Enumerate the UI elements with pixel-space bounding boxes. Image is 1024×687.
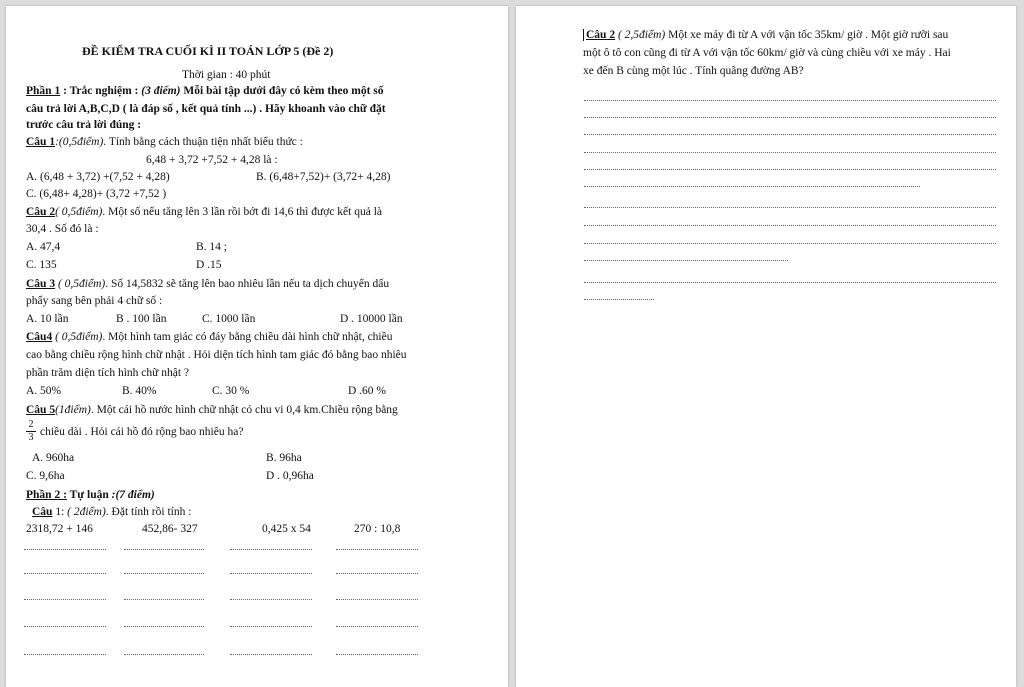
q3-label: Câu 3 [26,278,56,290]
answer-line [230,599,312,600]
answer-line [24,626,106,627]
q1-line: Câu 1:(0,5điểm). Tính bằng cách thuận tiện nhất biểu thức : [26,136,303,148]
q1-expression: 6,48 + 3,72 +7,52 + 4,28 là : [146,154,278,166]
q4-option-d[interactable]: D .60 % [348,385,387,397]
q5-line: Câu 5(1điểm). Một cái hồ nước hình chữ nhật có chu vi 0,4 km.Chiều rộng bằng [26,404,398,416]
answer-line [584,260,788,261]
answer-line [24,654,106,655]
calc-expr-4: 270 : 10,8 [354,523,401,535]
q2-option-a[interactable]: A. 47,4 [26,241,61,253]
q4-line3: phần trăm diện tích hình chữ nhật ? [26,367,190,379]
calc-expr-3: 0,425 x 54 [262,523,311,535]
part2-points: :(7 điểm) [111,489,155,501]
part1-points: (3 điểm) [141,85,181,97]
answer-line [584,299,654,300]
answer-line [230,549,312,550]
part1-line3: trước câu trả lời đúng : [26,119,142,131]
answer-line [124,549,204,550]
q2-option-d[interactable]: D .15 [196,259,222,271]
exam-page-right [516,6,1016,687]
q1-label: Câu 1 [26,136,56,148]
q5-label: Câu 5 [26,404,56,416]
answer-line [336,599,418,600]
q3-option-d[interactable]: D . 10000 lần [340,313,403,325]
q3-line: Câu 3 ( 0,5điểm). Số 14,5832 sẽ tăng lên bao nhiêu lần nếu ta dịch chuyển dấu [26,278,390,290]
answer-line [584,207,996,208]
calc-expr-2: 452,86- 327 [142,523,198,535]
part1-line1: Phần 1 : Trắc nghiệm : (3 điểm) Mỗi bài tập dưới đây có kèm theo một số [26,85,384,97]
answer-line [230,654,312,655]
right-q2-label: Câu 2 [586,29,616,41]
q5-line2: chiều dài . Hỏi cái hồ đó rộng bao nhiêu ha? [40,426,244,438]
answer-line [124,626,204,627]
answer-line [584,100,996,101]
q2-label: Câu 2 [26,206,56,218]
q3-line2: phẩy sang bên phải 4 chữ số : [26,295,163,307]
right-q2-line1: Câu 2 ( 2,5điểm) Một xe máy đi từ A với vận tốc 35km/ giờ . Một giờ rưỡi sau [583,28,948,42]
q2-line: Câu 2( 0,5điểm). Một số nếu tăng lên 3 lần rồi bớt đi 14,6 thì được kết quả là [26,206,382,218]
q5-option-a[interactable]: A. 960ha [32,452,75,464]
answer-line [584,134,996,135]
answer-line [230,626,312,627]
q1-option-a[interactable]: A. (6,48 + 3,72) +(7,52 + 4,28) [26,171,170,183]
answer-line [230,573,312,574]
exam-time: Thời gian : 40 phút [182,69,271,81]
q4-option-b[interactable]: B. 40% [122,385,157,397]
q5-option-b[interactable]: B. 96ha [266,452,302,464]
q3-option-c[interactable]: C. 1000 lần [202,313,256,325]
q1-option-c[interactable]: C. (6,48+ 4,28)+ (3,72 +7,52 ) [26,188,167,200]
q3-option-b[interactable]: B . 100 lần [116,313,167,325]
answer-line [24,573,106,574]
q4-line: Câu4 ( 0,5điểm). Một hình tam giác có đáy bằng chiều dài hình chữ nhật, chiều [26,331,393,343]
answer-line [584,152,996,153]
answer-line [124,599,204,600]
q2-option-b[interactable]: B. 14 ; [196,241,227,253]
answer-line [584,117,996,118]
exam-page-left [6,6,508,687]
answer-line [584,186,920,187]
answer-line [124,573,204,574]
answer-line [336,549,418,550]
q2-line2: 30,4 . Số đó là : [26,223,99,235]
part1-line2: câu trả lời A,B,C,D ( là đáp số , kết quả tính ...) . Hãy khoanh vào chữ đặt [26,103,386,115]
answer-line [584,169,996,170]
part2-heading: Phần 2 : [26,489,67,501]
answer-line [584,282,996,283]
answer-line [336,654,418,655]
right-q2-line2: một ô tô con cũng đi từ A với vận tốc 60km/ giờ và cùng chiều với xe máy . Hai [583,47,951,59]
q3-option-a[interactable]: A. 10 lần [26,313,69,325]
part2-heading-line: Phần 2 : Tự luận :(7 điểm) [26,489,155,501]
q5-fraction: $\frac{2}{3}$ [26,420,36,443]
answer-line [336,626,418,627]
right-q2-line3: xe đến B cùng một lúc . Tính quãng đường AB? [583,65,804,77]
calc-expr-1: 2318,72 + 146 [26,523,93,535]
q4-line2: cao bằng chiều rộng hình chữ nhật . Hỏi diện tích hình tam giác đó bằng bao nhiêu [26,349,407,361]
exam-title: ĐỀ KIỂM TRA CUỐI KÌ II TOÁN LỚP 5 (Đề 2) [82,44,334,58]
q4-option-c[interactable]: C. 30 % [212,385,250,397]
answer-line [584,225,996,226]
p2q1-label: Câu [32,506,53,518]
part1-heading: Phần 1 [26,85,61,97]
q2-option-c[interactable]: C. 135 [26,259,57,271]
q1-option-b[interactable]: B. (6,48+7,52)+ (3,72+ 4,28) [256,171,391,183]
q4-option-a[interactable]: A. 50% [26,385,62,397]
q5-option-c[interactable]: C. 9,6ha [26,470,65,482]
q4-label: Câu4 [26,331,53,343]
answer-line [24,549,106,550]
q5-option-d[interactable]: D . 0,96ha [266,470,314,482]
answer-line [24,599,106,600]
answer-line [336,573,418,574]
answer-line [584,243,996,244]
p2q1-line: Câu 1: ( 2điểm). Đặt tính rồi tính : [32,506,192,518]
answer-line [124,654,204,655]
